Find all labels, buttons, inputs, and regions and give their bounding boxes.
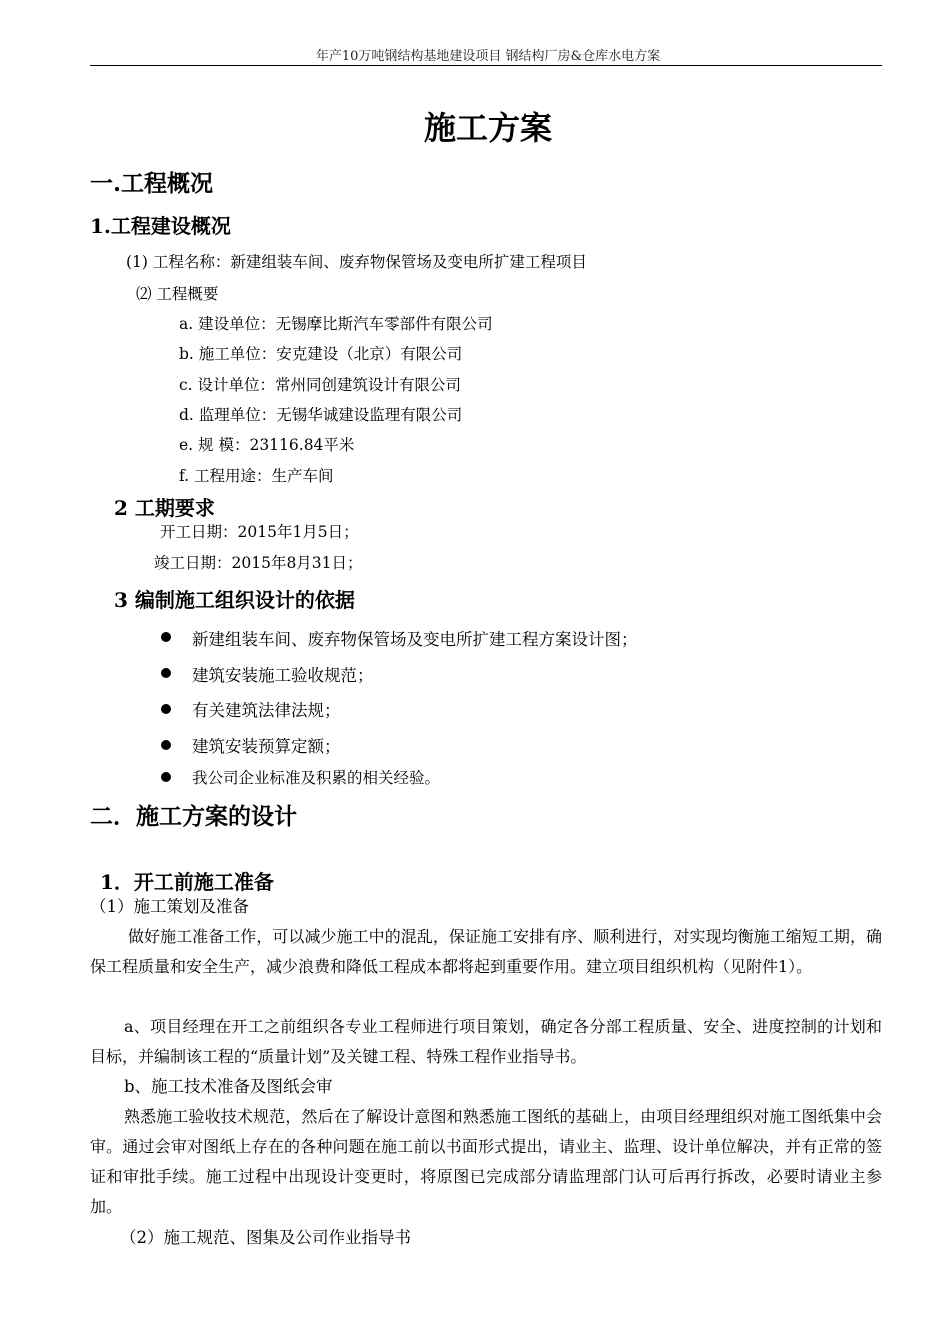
- document-title: 施工方案: [423, 109, 552, 147]
- bullet-icon: [161, 772, 171, 782]
- section-heading-design: 二．施工方案的设计: [90, 803, 297, 830]
- basis-list-item: 建筑安装施工验收规范；: [192, 666, 374, 685]
- detail-line: c. 设计单位：常州同创建筑设计有限公司: [179, 376, 462, 394]
- subsection-heading-preparation: 1．开工前施工准备: [100, 870, 274, 894]
- bullet-icon: [161, 704, 171, 714]
- project-summary-item: ⑵ 工程概要: [136, 285, 219, 303]
- end-date: 竣工日期：2015年8月31日；: [154, 554, 363, 572]
- subsection-heading-construction-overview: 1.工程建设概况: [90, 214, 231, 238]
- basis-list-item: 有关建筑法律法规；: [192, 701, 341, 720]
- paragraph-drawing-review: 熟悉施工验收技术规范，然后在了解设计意图和熟悉施工图纸的基础上，由项目经理组织对施工图纸集中会审。通过会审对图纸上存在的各种问题在施工前以书面形式提出，请业主、监理、设计单位解决，并有正常的签证和审批手续。施工过程中出现设计变更时，将原图已完成部分请监理部门认可后再行拆改，必要时请业主参加。: [90, 1107, 882, 1216]
- basis-list-item: 新建组装车间、废弃物保管场及变电所扩建工程方案设计图；: [192, 630, 638, 649]
- basis-list-item: 建筑安装预算定额；: [192, 737, 341, 756]
- detail-line: b. 施工单位：安克建设（北京）有限公司: [179, 345, 463, 363]
- section-heading-overview: 一.工程概况: [90, 170, 214, 197]
- item-specifications: （2）施工规范、图集及公司作业指导书: [120, 1228, 411, 1247]
- detail-line: a. 建设单位：无锡摩比斯汽车零部件有限公司: [179, 315, 493, 333]
- item-technical-prep: b、施工技术准备及图纸会审: [124, 1077, 333, 1096]
- bullet-icon: [161, 668, 171, 678]
- subsection-heading-schedule: 2 工期要求: [114, 496, 215, 520]
- paragraph-planning: a、项目经理在开工之前组织各专业工程师进行项目策划，确定各分部工程质量、安全、进度控制的计划和目标，并编制该工程的“质量计划”及关键工程、特殊工程作业指导书。: [90, 1017, 882, 1066]
- running-header: 年产10万吨钢结构基地建设项目 钢结构厂房&仓库水电方案: [315, 49, 661, 64]
- detail-line: f. 工程用途：生产车间: [179, 467, 334, 485]
- paragraph-preparation: 做好施工准备工作，可以减少施工中的混乱，保证施工安排有序、顺利进行，对实现均衡施工缩短工期，确保工程质量和安全生产，减少浪费和降低工程成本都将起到重要作用。建立项目组织机构（见附件1）。: [90, 927, 882, 976]
- basis-list-item: 我公司企业标准及积累的相关经验。: [192, 769, 441, 787]
- detail-line: e. 规 模：23116.84平米: [179, 436, 355, 454]
- subsection-heading-basis: 3 编制施工组织设计的依据: [114, 588, 355, 612]
- detail-line: d. 监理单位：无锡华诚建设监理有限公司: [179, 406, 463, 424]
- start-date: 开工日期：2015年1月5日；: [160, 523, 359, 541]
- header-rule: [90, 65, 882, 66]
- project-name-item: (1) 工程名称：新建组装车间、废弃物保管场及变电所扩建工程项目: [126, 253, 587, 271]
- planning-item: （1）施工策划及准备: [90, 897, 249, 916]
- bullet-icon: [161, 632, 171, 642]
- bullet-icon: [161, 740, 171, 750]
